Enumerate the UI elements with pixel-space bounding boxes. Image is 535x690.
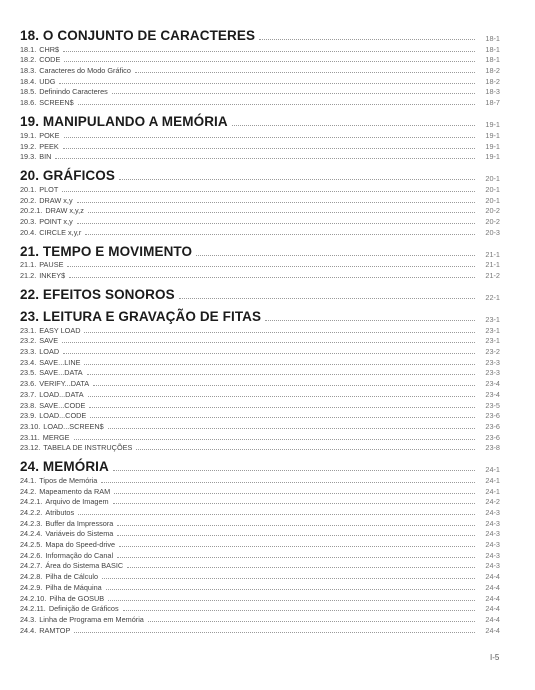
chapter-heading [20, 27, 500, 44]
entry-title: CODE [39, 55, 61, 65]
entry-page: 20-2 [485, 206, 500, 216]
dot-leader [232, 125, 475, 126]
entry-number: 24.2.5. [20, 540, 43, 550]
toc-entry [20, 76, 500, 87]
dot-leader [259, 39, 475, 40]
entry-title: Atributos [45, 508, 75, 517]
table-of-contents [20, 27, 500, 636]
dot-leader [62, 191, 475, 192]
dot-leader [113, 470, 475, 471]
entry-number: 20.2.1. [20, 206, 43, 216]
entry-page: 24-3 [485, 529, 500, 539]
dot-leader [74, 439, 475, 440]
toc-chapter [20, 286, 500, 303]
entry-page: 24-4 [485, 582, 500, 592]
toc-chapter [20, 167, 500, 237]
entry-page: 18-7 [485, 98, 500, 108]
dot-leader [55, 158, 475, 159]
dot-leader [78, 514, 475, 515]
chapter-title: 23. LEITURA E GRAVAÇÃO DE FITAS [20, 309, 262, 324]
entry-title: LOAD...SCREEN$ [43, 421, 104, 431]
entry-title: VERIFY...DATA [39, 379, 90, 389]
entry-page: 24-4 [485, 572, 500, 582]
entry-title: Mapa do Speed-drive [45, 540, 116, 550]
chapter-title: 22. EFEITOS SONOROS [20, 287, 175, 302]
dot-leader [63, 353, 475, 354]
dot-leader [69, 277, 475, 278]
toc-entry [20, 325, 500, 336]
chapter-heading [20, 308, 500, 325]
entry-page: 18-2 [485, 66, 500, 76]
page-number: I-5 [490, 653, 500, 662]
toc-entry [20, 44, 500, 55]
dot-leader [64, 137, 475, 138]
toc-chapter [20, 243, 500, 281]
entry-page: 20-3 [485, 227, 500, 237]
dot-leader [179, 298, 475, 299]
entry-page: 23-2 [485, 347, 500, 357]
dot-leader [88, 212, 475, 213]
dot-leader [119, 546, 475, 547]
toc-entry [20, 97, 500, 108]
entry-number: 24.2. [20, 486, 37, 496]
dot-leader [93, 385, 475, 386]
entry-title: DRAW x,y [39, 195, 73, 205]
toc-entry [20, 130, 500, 141]
entry-number: 23.11. [20, 432, 40, 442]
dot-leader [64, 61, 475, 62]
entry-number: 18.5. [20, 87, 37, 97]
entry-title: POINT x,y [39, 216, 73, 226]
toc-entry [20, 184, 500, 195]
dot-leader [113, 503, 475, 504]
dot-leader [108, 600, 475, 601]
toc-entry [20, 336, 500, 347]
entry-title: CHR$ [39, 44, 60, 54]
entry-title: Variáveis do Sistema [45, 529, 114, 539]
entry-title: TABELA DE INSTRUÇÕES [43, 443, 133, 453]
entry-title: Área do Sistema BASIC [45, 561, 124, 571]
entry-page: 24-1 [485, 486, 500, 496]
entry-page: 23-6 [485, 432, 500, 442]
toc-entry [20, 507, 500, 518]
dot-leader [106, 589, 475, 590]
entry-title: Caracteres do Modo Gráfico [39, 66, 131, 76]
dot-leader [114, 493, 475, 494]
toc-entry [20, 227, 500, 238]
entry-number: 24.2.8. [20, 572, 43, 582]
entry-number: 20.2. [20, 195, 37, 205]
entry-title: MERGE [42, 432, 70, 442]
entry-number: 23.7. [20, 389, 37, 399]
chapter-title: 24. MEMÓRIA [20, 459, 109, 475]
dot-leader [63, 148, 475, 149]
entry-number: 23.8. [20, 400, 37, 410]
entry-title: UDG [39, 76, 56, 86]
entry-title: EASY LOAD [39, 325, 81, 335]
toc-entry [20, 260, 500, 271]
entry-page: 18-3 [485, 87, 500, 97]
entry-title: DRAW x,y,z [45, 206, 84, 216]
toc-entry [20, 550, 500, 561]
toc-chapter [20, 458, 500, 635]
entry-number: 24.3. [20, 614, 37, 624]
entry-page: 23-1 [485, 336, 500, 346]
entry-title: Pilha de Cálculo [45, 572, 99, 582]
chapter-page: 24-1 [485, 465, 500, 475]
entry-title: SAVE...LINE [39, 357, 81, 367]
entry-title: PEEK [39, 141, 59, 151]
toc-entry [20, 604, 500, 615]
dot-leader [108, 428, 475, 429]
dot-leader [74, 632, 475, 633]
entry-number: 24.1. [20, 475, 37, 485]
toc-entry [20, 346, 500, 357]
entry-title: POKE [39, 130, 60, 140]
entry-number: 19.3. [20, 152, 37, 162]
entry-number: 20.3. [20, 216, 37, 226]
entry-number: 19.1. [20, 130, 37, 140]
entry-number: 24.2.10. [20, 593, 47, 603]
chapter-heading [20, 286, 500, 303]
entry-page: 23-4 [485, 379, 500, 389]
dot-leader [123, 610, 475, 611]
entry-title: Definição de Gráficos [48, 604, 119, 614]
entry-page: 19-1 [485, 152, 500, 162]
dot-leader [84, 332, 475, 333]
entry-title: Definindo Caracteres [39, 87, 108, 97]
chapter-title: 19. MANIPULANDO A MEMÓRIA [20, 114, 228, 130]
toc-entry [20, 65, 500, 76]
toc-entry [20, 432, 500, 443]
entry-page: 24-1 [485, 475, 500, 485]
dot-leader [102, 578, 475, 579]
entry-page: 20-1 [485, 184, 500, 194]
entry-number: 23.10. [20, 421, 41, 431]
entry-page: 23-5 [485, 400, 500, 410]
dot-leader [127, 567, 475, 568]
dot-leader [77, 223, 475, 224]
dot-leader [136, 449, 475, 450]
toc-entry [20, 216, 500, 227]
toc-entry [20, 378, 500, 389]
toc-entry [20, 206, 500, 217]
entry-page: 21-2 [485, 271, 500, 280]
dot-leader [77, 202, 475, 203]
toc-chapter [20, 113, 500, 162]
toc-entry [20, 561, 500, 572]
entry-number: 24.2.9. [20, 582, 43, 592]
chapter-page: 23-1 [485, 315, 500, 324]
entry-page: 24-4 [485, 593, 500, 603]
entry-number: 23.3. [20, 347, 37, 357]
entry-page: 24-4 [485, 614, 500, 624]
toc-entry [20, 357, 500, 368]
entry-number: 23.2. [20, 336, 37, 346]
toc-entry [20, 152, 500, 163]
entry-number: 24.2.1. [20, 497, 43, 507]
entry-title: Mapeamento da RAM [39, 486, 111, 496]
entry-number: 23.1. [20, 325, 37, 335]
entry-title: Buffer da Impressora [45, 518, 114, 528]
entry-title: LOAD...CODE [39, 411, 87, 421]
entry-title: CIRCLE x,y,r [39, 227, 82, 237]
entry-title: SCREEN$ [39, 98, 74, 108]
entry-page: 21-1 [485, 260, 500, 270]
toc-entry [20, 195, 500, 206]
dot-leader [90, 417, 475, 418]
toc-entry [20, 421, 500, 432]
entry-page: 24-2 [485, 497, 500, 507]
entry-number: 24.2.2. [20, 508, 43, 517]
toc-entry [20, 55, 500, 66]
entry-title: LOAD [39, 347, 60, 357]
dot-leader [148, 621, 475, 622]
entry-number: 18.4. [20, 76, 37, 86]
entry-number: 18.2. [20, 55, 37, 65]
toc-entry [20, 518, 500, 529]
entry-number: 18.1. [20, 44, 37, 54]
toc-entry [20, 539, 500, 550]
entry-number: 24.2.4. [20, 529, 43, 539]
entry-page: 20-1 [485, 195, 500, 205]
toc-chapter [20, 27, 500, 108]
chapter-heading [20, 113, 500, 130]
entry-page: 23-6 [485, 421, 500, 431]
entry-number: 24.2.3. [20, 518, 43, 528]
dot-leader [84, 364, 475, 365]
toc-entry [20, 625, 500, 636]
chapter-page: 20-1 [485, 174, 500, 184]
chapter-title: 18. O CONJUNTO DE CARACTERES [20, 28, 256, 43]
entry-number: 20.1. [20, 184, 37, 194]
entry-title: Informação do Canal [45, 550, 114, 560]
dot-leader [89, 407, 475, 408]
entry-title: Tipos de Memória [39, 475, 98, 485]
entry-number: 19.2. [20, 141, 37, 151]
entry-page: 24-4 [485, 625, 500, 635]
dot-leader [117, 557, 475, 558]
entry-page: 19-1 [485, 141, 500, 151]
entry-page: 24-3 [485, 540, 500, 550]
toc-entry [20, 475, 500, 486]
toc-chapter [20, 308, 500, 453]
toc-entry [20, 270, 500, 281]
entry-number: 24.2.11. [20, 604, 46, 614]
toc-entry [20, 400, 500, 411]
entry-number: 23.9. [20, 411, 37, 421]
entry-page: 18-1 [485, 55, 500, 65]
entry-title: Linha de Programa em Memória [39, 614, 144, 624]
entry-number: 23.12. [20, 443, 41, 453]
entry-number: 23.4. [20, 357, 37, 367]
dot-leader [59, 83, 475, 84]
entry-number: 21.1. [20, 260, 37, 270]
entry-page: 23-3 [485, 368, 500, 378]
entry-title: LOAD...DATA [39, 389, 84, 399]
entry-page: 20-2 [485, 216, 500, 226]
dot-leader [88, 396, 475, 397]
entry-page: 23-3 [485, 357, 500, 367]
entry-page: 18-1 [485, 44, 500, 54]
entry-number: 18.3. [20, 66, 37, 76]
toc-entry [20, 614, 500, 625]
entry-page: 23-6 [485, 411, 500, 421]
entry-title: SAVE...CODE [39, 400, 86, 410]
toc-entry [20, 497, 500, 508]
toc-entry [20, 443, 500, 454]
chapter-title: 21. TEMPO E MOVIMENTO [20, 243, 193, 259]
entry-number: 24.2.7. [20, 561, 43, 571]
chapter-page: 21-1 [485, 249, 500, 259]
toc-entry [20, 582, 500, 593]
dot-leader [78, 104, 475, 105]
entry-number: 23.5. [20, 368, 37, 378]
entry-title: BIN [39, 152, 52, 162]
chapter-heading [20, 458, 500, 475]
dot-leader [117, 535, 475, 536]
toc-entry [20, 486, 500, 497]
entry-page: 23-4 [485, 389, 500, 399]
chapter-title: 20. GRÁFICOS [20, 168, 115, 184]
dot-leader [67, 266, 475, 267]
entry-page: 24-3 [485, 550, 500, 560]
entry-number: 23.6. [20, 379, 37, 389]
chapter-heading [20, 167, 500, 184]
entry-page: 23-1 [485, 325, 500, 335]
entry-page: 24-3 [485, 518, 500, 528]
toc-entry [20, 389, 500, 400]
dot-leader [62, 342, 475, 343]
entry-page: 24-4 [485, 604, 500, 614]
toc-entry [20, 87, 500, 98]
entry-title: INKEY$ [39, 271, 66, 280]
entry-title: Pilha de Máquina [45, 582, 102, 592]
dot-leader [101, 482, 475, 483]
entry-page: 18-2 [485, 76, 500, 86]
entry-page: 19-1 [485, 130, 500, 140]
dot-leader [85, 234, 475, 235]
dot-leader [63, 51, 475, 52]
entry-title: RAMTOP [39, 625, 71, 635]
entry-number: 24.2.6. [20, 550, 43, 560]
toc-entry [20, 529, 500, 540]
chapter-page: 19-1 [485, 120, 500, 130]
dot-leader [87, 374, 475, 375]
entry-page: 24-3 [485, 561, 500, 571]
entry-title: PAUSE [39, 260, 64, 270]
entry-title: PLOT [39, 184, 59, 194]
chapter-page: 18-1 [485, 34, 500, 43]
toc-entry [20, 593, 500, 604]
dot-leader [117, 525, 475, 526]
dot-leader [265, 320, 475, 321]
entry-title: SAVE...DATA [39, 368, 83, 378]
toc-entry [20, 411, 500, 422]
toc-entry [20, 368, 500, 379]
dot-leader [196, 255, 475, 256]
dot-leader [119, 179, 475, 180]
entry-page: 23-8 [485, 443, 500, 453]
entry-title: Pilha de GOSUB [49, 593, 105, 603]
toc-entry [20, 141, 500, 152]
entry-number: 20.4. [20, 227, 37, 237]
entry-number: 21.2. [20, 271, 37, 280]
entry-page: 24-3 [485, 508, 500, 517]
entry-title: SAVE [39, 336, 59, 346]
entry-number: 24.4. [20, 625, 37, 635]
dot-leader [112, 93, 475, 94]
chapter-heading [20, 243, 500, 260]
toc-entry [20, 571, 500, 582]
chapter-page: 22-1 [485, 293, 500, 302]
entry-number: 18.6. [20, 98, 37, 108]
entry-title: Arquivo de Imagem [45, 497, 109, 507]
dot-leader [135, 72, 475, 73]
